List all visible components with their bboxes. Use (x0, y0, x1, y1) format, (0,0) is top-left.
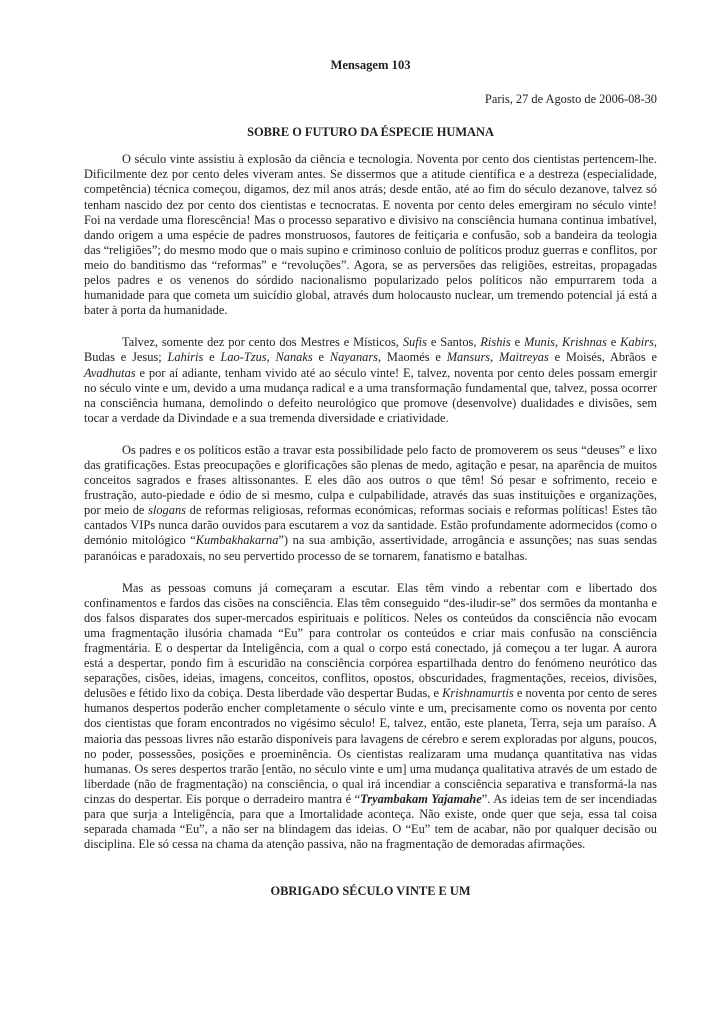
text-run: ”) na sua ambição, assertividade, arrogância e assunções; nas suas sendas paranóicas e paradoxais, no seu pervertido processo de se tornarem, fanatismo e batalhas. (84, 533, 657, 563)
emphasis-text: Krishnas (562, 335, 607, 350)
body-paragraph (84, 335, 657, 426)
emphasis-text: slogans (148, 503, 186, 518)
emphasis-text: Rishis (480, 335, 511, 350)
body-paragraph (84, 152, 657, 318)
bold-emphasis (360, 792, 482, 806)
emphasis-text: Nanaks (275, 350, 313, 365)
text-run: e Moisés, Abrãos e (548, 350, 658, 365)
text-run: Mas as pessoas comuns já começaram a escutar. Elas têm vindo a rebentar com e libertado dos confinamentos e fardos das cisões na consciência. Elas têm conseguido “des-iludir-se” dos sermões da montanha e dos falsos disparates dos super-mercados espirituais e políticos. Neles os conteúdos da consciência não evocam uma fragmentação ilusória chamada “Eu” para controlar os conteúdos e criar mais confusão na consciência fragmentária. E o despertar da Inteligência, com a qual o corpo está conectado, já começou a ter lugar. A aurora está a despertar, pondo fim à escuridão na consciência corpórea espartilhada dentro do fenómeno neurótico das separações, cisões, ideias, imagens, conceitos, conflitos, opostos, obscuridades, fragmentações, receios, divisões, delusões e fétido lixo da cobiça. Desta liberdade vão despertar Budas, e (84, 580, 657, 701)
text-run: Os padres e os políticos estão a travar esta possibilidade pelo facto de promoverem os seus “deuses” e lixo das gratificações. Estas preocupações e glorificações são plenas de medo, agitação e pesar, na aparência de muitos conceitos sagrados e frases altissonantes. E eles dão aos outros o que têm! Só pesar e sofrimento, receio e frustração, auto-piedade e ódio de si mesmo, culpa e culpabilidade, através das suas instituições e organizações, por meio de (84, 442, 657, 518)
section-heading: SOBRE O FUTURO DA ÉSPECIE HUMANA (247, 125, 494, 140)
text-run: O século vinte assistiu à explosão da ciência e tecnologia. Noventa por cento dos cientistas pertencem-lhe. Dificilmente dez por cento deles viveram antes. Se dissermos que a atitude científica e a destreza (especialidade, competência) técnica começou, digamos, dez mil anos atrás; desde então, até ao fim do século dezanove, talvez só tenham nascido dez por cento dos cientistas e tecnocratas. E noventa por cento deles emergiram no século vinte! Foi na verdade uma florescência! Mas o processo separativo e divisivo na consciência humana continua imbatível, dando origem a uma espécie de padres monstruosos, fautores de feitiçaria e confusão, sob a bandeira da teologia das “religiões”; do mesmo modo que o mais supino e criminoso conluio de políticos produz guerras e conflitos, por meio do banditismo das “reformas” e “revoluções”. Agora, se as perversões das religiões, estreitas, propagadas pelos padres e os venenos do sórdido nacionalismo popularizado pelos políticos não empurrarem toda a humanidade para que cometa um suicídio global, através dum holocausto nuclear, um tremendo potencial já está a bater à porta da humanidade. (84, 152, 657, 318)
emphasis-text: Lahiris (167, 350, 204, 365)
message-title: Mensagem 103 (330, 58, 411, 72)
emphasis-text: Nayanars (329, 350, 379, 365)
text-run: Talvez, somente dez por cento dos Mestres e Místicos, (122, 335, 403, 350)
emphasis-text: Sufis (402, 335, 427, 350)
emphasis-text: Lao-Tzus (220, 350, 267, 365)
emphasis-text: Krishnamurtis (442, 686, 514, 701)
text-run: ”. As ideias tem de ser incendiadas para que surja a Inteligência, para que a Imortalidade aconteça. Não existe, onde quer que seja, essa tal coisa separada chamada “Eu”, a não ser na blindagem das ideias. O “Eu” tem de acabar, não por qualquer decisão ou disciplina. Ele só cessa na chama da atenção passiva, não na fragmentação de demoradas afirmações. (84, 791, 657, 852)
emphasis-text: Munis (524, 335, 555, 350)
text-run: , (490, 350, 499, 365)
text-run: , (266, 350, 276, 365)
text-run: e (312, 350, 330, 365)
emphasis-text: Avadhutas (84, 365, 136, 380)
text-run: e noventa por cento de seres humanos despertos poderão encher completamente o século vinte e um, precisamente como os noventa por cento dos cientistas que foram encontrados no vigésimo século! E, talvez, então, este planeta, Terra, seja um paraíso. A maioria das pessoas livres não estarão disponíveis para lavagens de cérebro e serem exploradas por alguns, poucos, no poder, possessões, posições e proeminência. Os cientistas realizaram uma mudança quantitativa nas vidas humanas. Os seres despertos trarão [então, no século vinte e um] uma mudança qualitativa através de um estado de liberdade (não de fragmentação) na consciência, o qual irá incendiar a consciência separativa e transformá-la nas cinzas do despertar. Eis porque o derradeiro mantra é “ (84, 686, 658, 806)
emphasis-text: Maitreyas (499, 350, 549, 365)
emphasis-text: Tryambakam Yajamahe (360, 791, 482, 806)
body-paragraph (84, 443, 657, 564)
text-run: , Budas e Jesus; (84, 335, 658, 365)
body-paragraph (84, 581, 657, 853)
emphasis-text: Kabirs (620, 335, 654, 350)
text-run: e (510, 335, 525, 350)
emphasis-text: Mansurs (446, 350, 491, 365)
text-run: e (606, 335, 621, 350)
text-run: e por aí adiante, tenham vivido até ao século vinte! E, talvez, noventa por cento deles possam emergir no século vinte e um, devido a uma mudança radical e a uma transformação fundamental que, talvez, possa ocorrer na consciência humana, demolindo o defeito neurológico que promove (desenvolve) dualidades e divisões, sem tocar a verdade da Divindade e a sua tremenda diversidade e criatividade. (84, 365, 657, 425)
text-run: , Maomés e (378, 350, 447, 365)
closing-heading: OBRIGADO SÉCULO VINTE E UM (270, 884, 471, 899)
dateline: Paris, 27 de Agosto de 2006-08-30 (484, 92, 657, 107)
text-run: , (555, 335, 563, 350)
text-run: de reformas religiosas, reformas económicas, reformas sociais e reformas políticas! Estes tão cantados VIPs nunca darão ouvidos para escutarem a voz da santidade. Estão profundamente adormecidos (como o demónio mitológico “ (84, 503, 657, 548)
text-run: e (203, 350, 221, 365)
text-run: e Santos, (426, 335, 481, 350)
document-page (84, 58, 657, 899)
emphasis-text: Kumbakhakarna (195, 533, 279, 548)
